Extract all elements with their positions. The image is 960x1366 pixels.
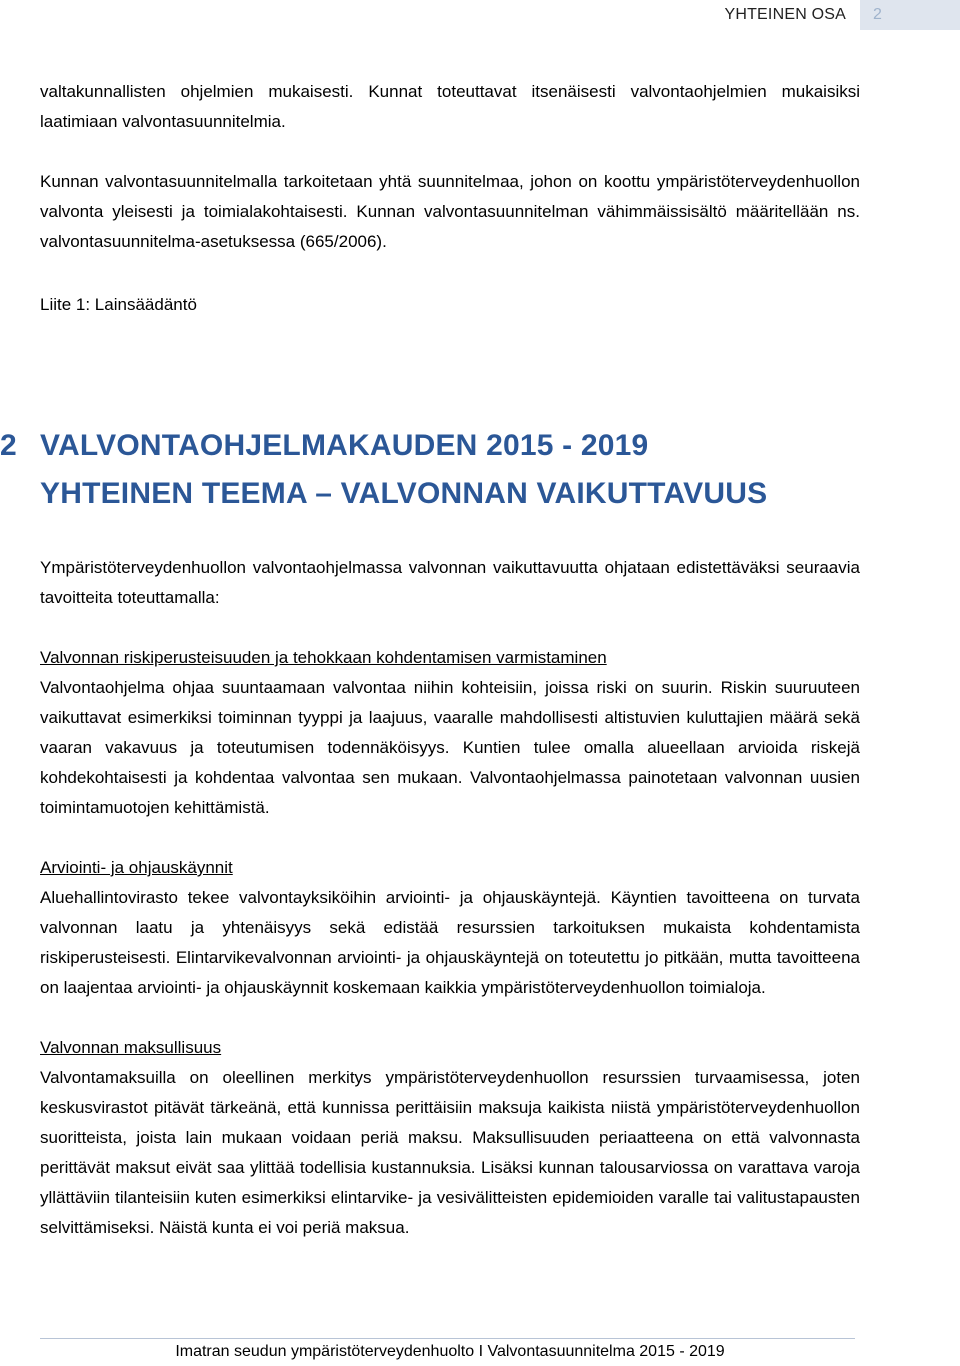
section-text: Aluehallintovirasto tekee valvontayksiköihin arviointi- ja ohjauskäyntejä. Käyntien tavoitteena on turvata valvonnan laatu ja yhtenäisyys sekä edistää resurssien tarkoituksen mukaista kohdentamista riskiperusteisesti. Elintarvikevalvonnan arviointi- ja ohjauskäyntejä on toteutettu jo pitkään, mutta tavoitteena on laajentaa arviointi- ja ohjauskäynnit koskemaan kaikkia ympäristöterveydenhuollon toimialoja. xyxy=(40,888,860,997)
section-title: Valvonnan riskiperusteisuuden ja tehokkaan kohdentamisen varmistaminen xyxy=(40,648,607,667)
chapter-body xyxy=(40,553,860,1243)
intro-paragraph-2: Kunnan valvontasuunnitelmalla tarkoitetaan yhtä suunnitelmaa, johon on koottu ympäristöterveydenhuollon valvonta yleisesti ja toimialakohtaisesti. Kunnan valvontasuunnitelman vähimmäissisältö määritellään ns. valvontasuunnitelma-asetuksessa (665/2006). xyxy=(40,172,860,251)
section-fees xyxy=(40,1033,860,1243)
intro-section xyxy=(40,77,860,320)
chapter-title-line-1: VALVONTAOHJELMAKAUDEN 2015 - 2019 xyxy=(40,429,649,462)
footer-divider xyxy=(40,1338,855,1339)
section-title: Valvonnan maksullisuus xyxy=(40,1038,222,1057)
attachment-reference: Liite 1: Lainsäädäntö xyxy=(40,295,197,314)
section-risk-based xyxy=(40,643,860,823)
chapter-number: 2 xyxy=(0,429,17,462)
section-text: Valvontamaksuilla on oleellinen merkitys ympäristöterveydenhuollon resurssien turvaamisessa, joten keskusvirastot pitävät tärkeänä, että kunnissa perittäisiin maksuja kaikista niistä ympäristöterveydenhuollon suoritteista, joista lain mukaan voidaan periä maksu. Maksullisuuden periaatteena on että valvonnasta perittävät maksut eivät saa ylittää todellisia kustannuksia. Lisäksi kunnan talousarviossa on varattava varoja yllättäviin tilanteisiin kuten esimerkiksi elintarvike- ja vesivälitteisten epidemioiden varalle tai valitustapausten selvittämiseksi. Näistä kunta ei voi periä maksua. xyxy=(40,1068,860,1237)
header-title: YHTEINEN OSA xyxy=(724,6,846,23)
page-number: 2 xyxy=(860,0,960,30)
section-evaluation-visits xyxy=(40,853,860,1003)
chapter-title-line-2: YHTEINEN TEEMA – VALVONNAN VAIKUTTAVUUS xyxy=(40,477,768,510)
page-header xyxy=(724,0,960,30)
section-title: Arviointi- ja ohjauskäynnit xyxy=(40,858,233,877)
page-footer: Imatran seudun ympäristöterveydenhuolto I Valvontasuunnitelma 2015 - 2019 xyxy=(175,1343,725,1360)
chapter-lead: Ympäristöterveydenhuollon valvontaohjelmassa valvonnan vaikuttavuutta ohjataan edistettäväksi seuraavia tavoitteita toteuttamalla: xyxy=(40,558,860,607)
section-text: Valvontaohjelma ohjaa suuntaamaan valvontaa niihin kohteisiin, joissa riski on suurin. Riskin suuruuteen vaikuttavat esimerkiksi toiminnan tyyppi ja laajuus, vaaralle mahdollisesti altistuvien kuluttajien määrä sekä vaaran vakavuus ja toteutumisen todennäköisyys. Kuntien tulee omalla alueellaan arvioida riskejä kohdekohtaisesti ja kohdentaa valvontaa sen mukaan. Valvontaohjelmassa painotetaan valvonnan uusien toimintamuotojen kehittämistä. xyxy=(40,678,860,817)
intro-paragraph-1: valtakunnallisten ohjelmien mukaisesti. Kunnat toteuttavat itsenäisesti valvontaohjelmien mukaisiksi laatimiaan valvontasuunnitelmia. xyxy=(40,82,860,131)
